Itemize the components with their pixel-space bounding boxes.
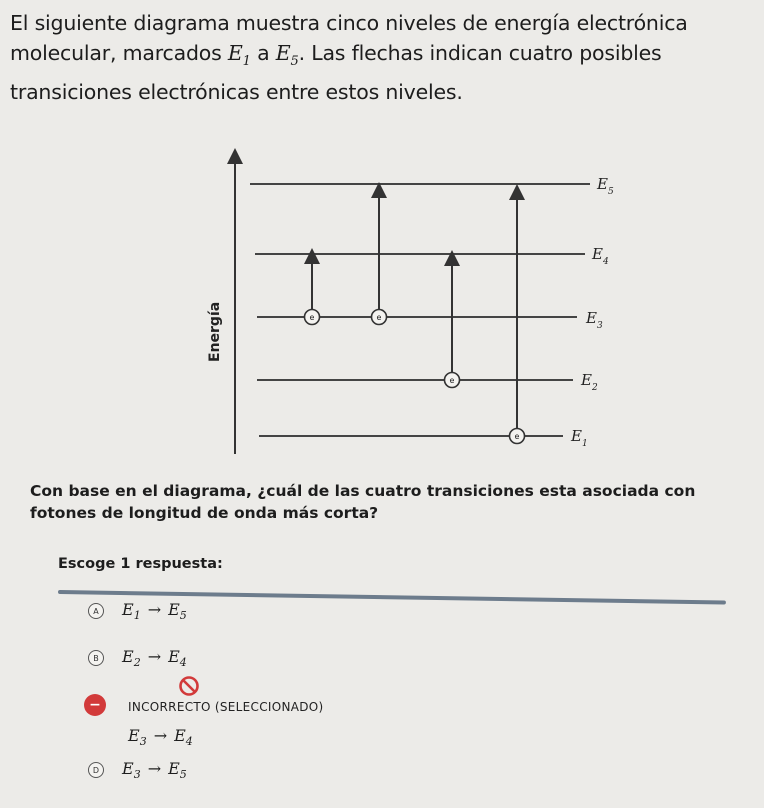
svg-text:e: e: [309, 313, 315, 322]
level-label-e5: $E_5$: [597, 175, 614, 197]
svg-text:e: e: [514, 432, 520, 441]
option-d[interactable]: [88, 757, 187, 783]
option-c-label: $E_3 \to E_4$: [128, 726, 193, 749]
intro-part1: El siguiente diagrama muestra cinco niveles de energía electrónica molecular, marcados: [10, 11, 688, 65]
energy-axis-label: Energía: [207, 301, 223, 362]
electron-e2: [445, 373, 460, 388]
choose-label: Escoge 1 respuesta:: [58, 556, 223, 572]
intro-e-start: $E_1$: [227, 41, 251, 70]
question-text: Con base en el diagrama, ¿cuál de las cuatro transiciones esta asociada con fotones de longitud de onda más corta?: [30, 482, 696, 522]
electron-e3-left: [305, 310, 320, 325]
option-b[interactable]: [88, 645, 187, 671]
level-label-e3: $E_3$: [586, 309, 603, 331]
incorrect-status-label: INCORRECTO (SELECCIONADO): [128, 700, 324, 714]
option-a-radio[interactable]: A: [88, 603, 104, 619]
option-a-label: $E_1 \to E_5$: [122, 599, 187, 623]
electron-e3-right: [372, 310, 387, 325]
intro-part2: . Las flechas indican cuatro posibles transiciones electrónicas entre estos niveles.: [10, 41, 662, 105]
level-label-e1: $E_1$: [571, 427, 588, 449]
option-c-incorrect-marker[interactable]: −: [84, 694, 106, 716]
option-b-label: $E_2 \to E_4$: [122, 646, 187, 670]
option-a[interactable]: [88, 598, 187, 624]
intro-text: [10, 8, 755, 107]
svg-text:e: e: [376, 313, 382, 322]
option-c[interactable]: [88, 692, 120, 718]
option-d-radio[interactable]: D: [88, 762, 104, 778]
intro-e-end: $E_5$: [275, 41, 299, 70]
level-label-e4: $E_4$: [592, 245, 609, 267]
option-d-label: $E_3 \to E_5$: [122, 758, 187, 782]
svg-text:e: e: [449, 376, 455, 385]
intro-joiner: a: [250, 41, 276, 65]
option-b-radio[interactable]: B: [88, 650, 104, 666]
energy-level-diagram: [195, 142, 635, 472]
electron-e1: [510, 429, 525, 444]
incorrect-icon: [178, 675, 200, 697]
level-label-e2: $E_2$: [581, 371, 598, 393]
